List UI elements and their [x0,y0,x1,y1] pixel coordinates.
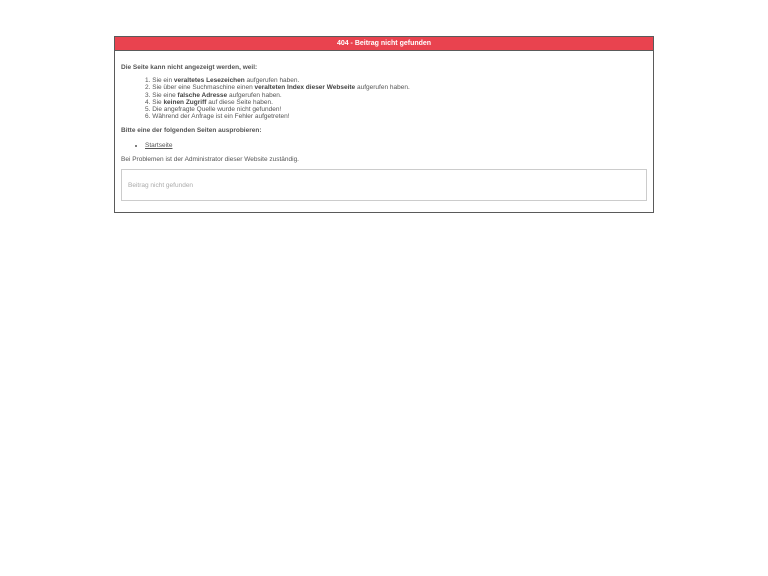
error-message-box: Beitrag nicht gefunden [121,169,647,201]
list-item: 4. Sie keinen Zugriff auf diese Seite haben. [145,98,273,106]
suggested-links [121,142,647,149]
list-item: 5. Die angefragte Quelle wurde nicht gefunden! [145,106,282,114]
intro-text: Die Seite kann nicht angezeigt werden, weil: [121,64,258,71]
list-item: 3. Sie eine falsche Adresse aufgerufen haben. [145,91,282,99]
homepage-link[interactable]: Startseite [145,141,173,149]
reasons-list [121,77,647,120]
admin-note: Bei Problemen ist der Administrator dieser Website zuständig. [121,155,299,163]
list-item: 6. Während der Anfrage ist ein Fehler aufgetreten! [145,113,290,121]
panel-body [115,51,653,163]
list-item: 1. Sie ein veraltetes Lesezeichen aufgerufen haben. [145,77,300,85]
error-panel [114,36,654,213]
list-item [145,142,647,149]
suggestion-prompt: Bitte eine der folgenden Seiten ausprobieren: [121,127,262,135]
panel-header: 404 - Beitrag nicht gefunden [115,37,653,51]
list-item: 2. Sie über eine Suchmaschine einen veralteten Index dieser Webseite aufgerufen haben. [145,84,410,92]
